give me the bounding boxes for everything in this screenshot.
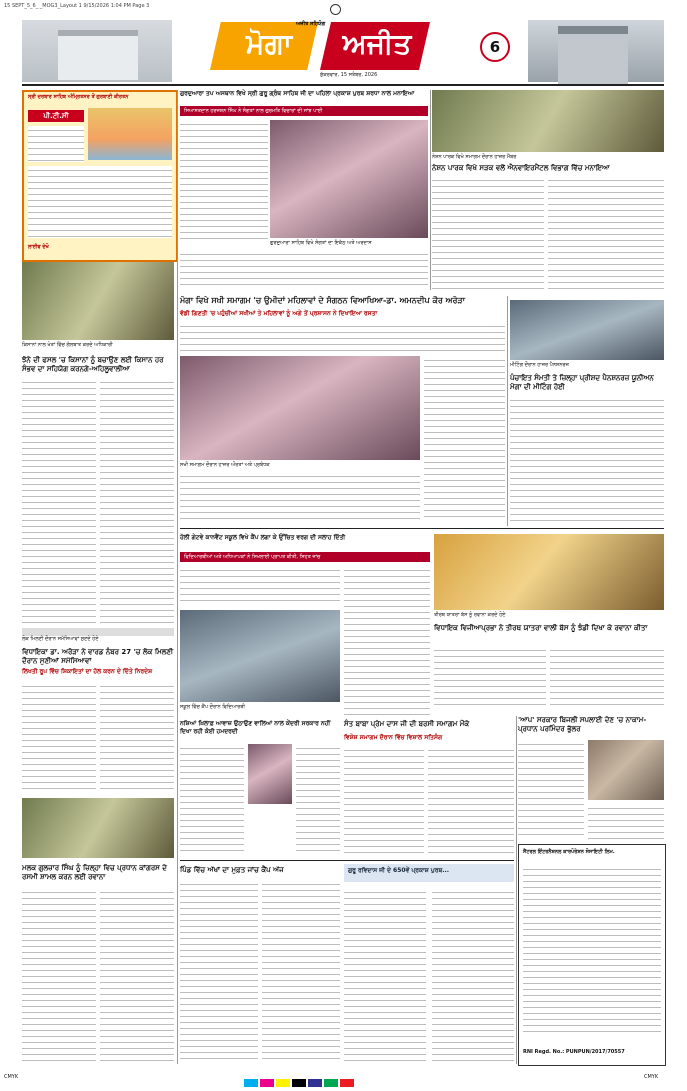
text-left3-col2: [100, 888, 174, 1064]
slug-line: 15 SEPT_5_6_ _MOG3_Layout 1 9/15/2026 1:04 PM Page 3: [4, 3, 150, 9]
text-top-right-col1: [432, 176, 544, 292]
issue-date: ਸ਼ੁੱਕਰਵਾਰ, 15 ਸਤੰਬਰ, 2026: [320, 72, 378, 78]
headline-left-mid: ਝੋਨੇ ਦੀ ਫਸਲ 'ਚ ਕਿਸਾਨਾਂ ਨੂੰ ਬਚਾਉਣ ਲਈ ਕਿਸਾਨ ਹਰ ਸੰਭਵ ਦਾ ਸਹਿਯੋਗ ਕਰਨਗੇ-ਅਹਿਲੂਵਾਲੀਆ: [22, 356, 164, 373]
ad-schedule-text: [28, 166, 172, 238]
masthead-rule: [22, 84, 664, 86]
text-center3-col1: [180, 744, 244, 854]
strap-center2-bg: [180, 552, 430, 562]
page-number: 6: [480, 32, 510, 62]
strap-left2: ਲਿਖਤੀ ਰੂਪ ਵਿੱਚ ਸ਼ਿਕਾਇਤਾਂ ਦਾ ਹੱਲ ਕਰਨ ਦੇ ਦਿੱਤੇ ਨਿਰਦੇਸ਼: [22, 668, 153, 675]
golden-temple-image: [88, 108, 172, 160]
text-center2-top: [180, 566, 340, 606]
text-top-right-col2: [548, 176, 664, 292]
registration-mark: [330, 4, 341, 15]
headline-left2: ਵਿਧਾਇਕਾ ਡਾ. ਅਰੋੜਾ ਨੇ ਵਾਰਡ ਨੰਬਰ 27 'ਚ ਲੋਕ ਮਿਲਣੀ ਦੌਰਾਨ ਸੁਣੀਆਂ ਸਮੱਸਿਆਵਾਂ: [22, 648, 174, 665]
text-center4-col2: [262, 880, 340, 1064]
headline-center5: ਗੁਰੂ ਰਵਿਦਾਸ ਜੀ ਦੇ 650ਵੇਂ ਪ੍ਰਕਾਸ਼ ਪੁਰਬ...: [348, 867, 450, 874]
caption-school: ਸਕੂਲ ਵਿੱਚ ਕੈਂਪ ਦੌਰਾਨ ਵਿਦਿਆਰਥੀ: [180, 704, 246, 710]
text-left2-col2: [100, 682, 174, 794]
text-right3-col1: [518, 740, 584, 840]
headline-center4: ਪਿੰਡ ਵਿੱਚ ਅੱਖਾਂ ਦਾ ਮੁਫ਼ਤ ਜਾਂਚ ਕੈਂਪ ਅੱਜ: [180, 866, 284, 874]
photo-nation-park: [432, 90, 664, 152]
text-center3b-col2: [428, 746, 514, 856]
logo-left-text: ਮੋਗਾ: [246, 27, 292, 60]
ad-darbar-sahib: [22, 90, 178, 262]
print-footer: [4, 1072, 683, 1082]
logo-right-text: ਅਜੀਤ: [342, 27, 412, 60]
photo-left2-strip: [22, 628, 174, 636]
column-rule-2: [430, 90, 431, 290]
masthead-logo: [180, 22, 522, 78]
caption-pensioners: ਮੀਟਿੰਗ ਦੌਰਾਨ ਹਾਜ਼ਰ ਪੈਨਸ਼ਨਰਜ਼: [510, 362, 569, 368]
headline-left3: ਮਲਕ ਗੁਲਜ਼ਾਰ ਸਿੰਘ ਨੂੰ ਜ਼ਿਲ੍ਹਾ ਵਿਚ ਪ੍ਰਧਾਨ ਕਾਂਗਰਸ ਦੇ ਰਸਮੀ ਸ਼ਾਮਲ ਕਰਨ ਲਈ ਰਵਾਨਾ: [22, 864, 167, 881]
text-left-mid-col2: [100, 378, 174, 626]
text-left-mid-col1: [22, 378, 96, 626]
photo-portrait-1: [248, 744, 292, 804]
text-center2-right: [344, 566, 430, 716]
caption-sakhi-samagam: ਸਖੀ ਸਮਾਗਮ ਦੌਰਾਨ ਹਾਜ਼ਰ ਔਰਤਾਂ ਅਤੇ ਪ੍ਰਬੰਧਕ: [180, 462, 270, 468]
headline-right3: 'ਆਪ' ਸਰਕਾਰ ਬਿਜਲੀ ਸਪਲਾਈ ਦੇਣ 'ਚ ਨਾਕਾਮ-ਪ੍ਰਧਾਨ ਪਰਮਿੰਦਰ ਭੁੱਲਰ: [518, 716, 647, 733]
text-mid-right: [424, 356, 505, 522]
strap-mid: ਵੱਡੀ ਗਿਣਤੀ 'ਚ ਪਹੁੰਚੀਆਂ ਸਖੀਆਂ ਤੇ ਮਹਿਲਾਵਾਂ ਨੂੰ ਅਗੇ ਤੋਂ ਪ੍ਰਸ਼ਾਸਨ ਨੇ ਦਿਖਾਇਆ ਰਸਤਾ: [180, 310, 378, 317]
photo-bus: [434, 534, 664, 610]
photo-portrait-2: [588, 740, 664, 800]
text-left2-col1: [22, 682, 96, 794]
photo-farmers: [22, 262, 174, 340]
ad-cooperative-society: [518, 844, 666, 1066]
strap-center3b: ਵਿਸ਼ੇਸ਼ ਸਮਾਗਮ ਦੌਰਾਨ ਵਿੱਚ ਵਿਸ਼ਾਲ ਸਤਿਸੰਗ: [344, 734, 443, 741]
text-mid-bottom: [180, 472, 420, 522]
headline-center3: ਨਸ਼ਿਆਂ ਖ਼ਿਲਾਫ਼ ਆਵਾਜ਼ ਉਠਾਉਣ ਵਾਲਿਆਂ ਨਾਲ ਕੇਂਦਰੀ ਸਰਕਾਰ ਨਹੀਂ ਦਿਖਾ ਰਹੀ ਕੋਈ ਹਮਦਰਦੀ: [180, 720, 331, 735]
section-rule-2: [180, 860, 514, 861]
headline-center2: ਹੋਲੀ ਗੇਟਵੇ ਕਾਨਵੈਂਟ ਸਕੂਲ ਵਿਖੇ ਕੈਂਪ ਲਗਾ ਕੇ ਉੱਚਿਤ ਵਰਗ ਦੀ ਸਲਾਹ ਦਿੱਤੀ: [180, 534, 346, 541]
color-swatches: [244, 1072, 356, 1091]
strap-center2: ਵਿਦਿਆਰਥੀਆਂ ਅਤੇ ਅਧਿਆਪਕਾਂ ਨੇ ਸਿਖਲਾਈ ਪ੍ਰਾਪਤ ਕੀਤੀ, ਸਿਹਤ ਜਾਂਚ: [184, 554, 321, 560]
text-center3-col2: [296, 744, 340, 854]
footer-left: CMYK: [4, 1074, 19, 1080]
text-top-center-col1: [180, 120, 268, 240]
text-top-center-lower: [180, 250, 428, 290]
strap-top-center-bg: [180, 106, 428, 116]
ad2-body: [523, 865, 661, 1035]
headline-top-center: ਗੁਰਦੁਆਰਾ ਤਪ ਅਸਥਾਨ ਵਿਖੇ ਸ੍ਰੀ ਗੁਰੂ ਗ੍ਰੰਥ ਸਾਹਿਬ ਜੀ ਦਾ ਪਹਿਲਾ ਪ੍ਰਕਾਸ਼ ਪੁਰਬ ਸ਼ਰਧਾ ਨਾਲ ਮਨਾਇਆ: [180, 90, 415, 97]
headline-mid: ਮੋਗਾ ਵਿਖੇ ਸਖੀ ਸਮਾਗਮ 'ਚ ਉਮੀਦਾਂ ਮਹਿਲਾਵਾਂ ਦੇ ਸੰਗਠਨ ਵਿਆਖਿਆ-ਡਾ. ਅਮਨਦੀਪ ਕੌਰ ਅਰੋੜਾ: [180, 296, 466, 305]
headline-center3b: ਸੰਤ ਬਾਬਾ ਪ੍ਰੇਮ ਦਾਸ ਜੀ ਦੀ ਬਰਸੀ ਸਮਾਗਮ ਮੌਕੇ: [344, 720, 470, 728]
caption-farmers: ਕਿਸਾਨਾਂ ਨਾਲ ਖੇਤਾਂ ਵਿੱਚ ਗੱਲਬਾਤ ਕਰਦੇ ਅਧਿਕਾਰੀ: [22, 342, 113, 348]
column-rule-4: [516, 716, 517, 1064]
text-left3-col1: [22, 888, 96, 1064]
photo-sakhi-samagam: [180, 356, 420, 460]
photo-pensioners: [510, 300, 664, 360]
text-center5-col1: [344, 888, 426, 1064]
headline-right-mid: ਪੰਚਾਇਤ ਸੰਮਤੀ ਤੇ ਜ਼ਿਲ੍ਹਾ ਪ੍ਰੀਸ਼ਦ ਪੈਨਸ਼ਨਰਜ਼ ਯੂਨੀਅਨ ਮੋਗਾ ਦੀ ਮੀਟਿੰਗ ਹੋਈ: [510, 374, 654, 391]
photo-gulzar: [22, 798, 174, 858]
section-rule-1: [180, 528, 664, 529]
caption-bus: ਤੀਰਥ ਯਾਤਰਾ ਬੱਸ ਨੂੰ ਰਵਾਨਾ ਕਰਦੇ ਹੋਏ: [434, 612, 506, 618]
text-center4-col1: [180, 880, 258, 1064]
column-rule-1: [177, 90, 178, 1064]
caption-gurdwara: ਗੁਰਦੁਆਰਾ ਸਾਹਿਬ ਵਿਖੇ ਸੰਗਤਾਂ ਦਾ ਇਕੱਠ ਅਤੇ ਅਰਦਾਸ: [270, 240, 372, 246]
caption-nation-park: ਨੇਸ਼ਨ ਪਾਰਕ ਵਿਖੇ ਸਮਾਗਮ ਦੌਰਾਨ ਹਾਜ਼ਰ ਮੈਂਬਰ: [432, 154, 517, 160]
ad-title: ਸ੍ਰੀ ਦਰਬਾਰ ਸਾਹਿਬ ਅੰਮ੍ਰਿਤਸਰ ਤੋਂ ਗੁਰਬਾਣੀ ਕੀਰਤਨ: [28, 94, 129, 100]
photo-school: [180, 610, 340, 702]
ad2-footer: RNI Regd. No.: PUNPUN/2017/70557: [523, 1049, 625, 1055]
center5-banner: [344, 864, 514, 882]
text-right2-col2: [550, 646, 664, 706]
clocktower-illustration: [558, 26, 628, 84]
footer-right: CMYK: [644, 1074, 659, 1080]
headline-right2: ਵਿਧਾਇਕ ਵਿਜੀਆਪ੍ਰਭਾ ਨੇ ਤੀਰਥ ਯਾਤਰਾ ਵਾਲੀ ਬੱਸ ਨੂੰ ਝੰਡੀ ਦਿਖਾ ਕੇ ਰਵਾਨਾ ਕੀਤਾ: [434, 624, 648, 632]
masthead-left-image: [22, 20, 172, 82]
ad-badge: ਪੀ.ਟੀ.ਸੀ: [28, 110, 84, 122]
brand-small: ਅਜੀਤ ਸਹਿਯੋਗ: [296, 21, 326, 27]
text-mid-top: [180, 322, 505, 352]
headline-top-right: ਨੇਸ਼ਨ ਪਾਰਕ ਵਿਖੇ ਸੜਕ ਵਲੋਂ ਐਨਵਾਇਰਮੈਂਟਲ ਵਿਭਾਗ ਵਿੱਚ ਮਨਾਇਆ: [432, 164, 610, 172]
text-center3b-col1: [344, 746, 424, 856]
building-illustration: [58, 30, 138, 80]
ad-footer: ਲਾਈਵ ਦੇਖੋ: [28, 244, 49, 250]
ad-body-text: [28, 126, 84, 162]
ad2-title: ਸੈਂਟਰਲ ਇੰਟਰਨੈਸ਼ਨਲ ਕਾਰਪੋਰੇਸ਼ਨ ਸੋਸਾਇਟੀ ਲਿਮ.: [523, 849, 615, 855]
column-rule-3: [507, 296, 508, 526]
masthead-right-image: [528, 20, 664, 82]
text-right3-col2: [588, 804, 664, 840]
photo-gurdwara: [270, 120, 428, 238]
strap-top-center: ਸਿਆਸਤਦਾਨ ਹਰਜਸ਼ਨ ਸਿੰਘ ਨੇ ਸੰਗਤਾਂ ਨਾਲ ਗੁਰਮਤਿ ਵਿਚਾਰਾਂ ਦੀ ਸਾਂਝ ਪਾਈ: [184, 108, 323, 114]
text-center5-col2: [432, 888, 514, 1064]
text-right-mid: [510, 396, 664, 522]
text-right2-col1: [434, 646, 546, 706]
caption-left2: ਲੋਕ ਮਿਲਣੀ ਦੌਰਾਨ ਸਮੱਸਿਆਵਾਂ ਸੁਣਦੇ ਹੋਏ: [22, 636, 99, 642]
